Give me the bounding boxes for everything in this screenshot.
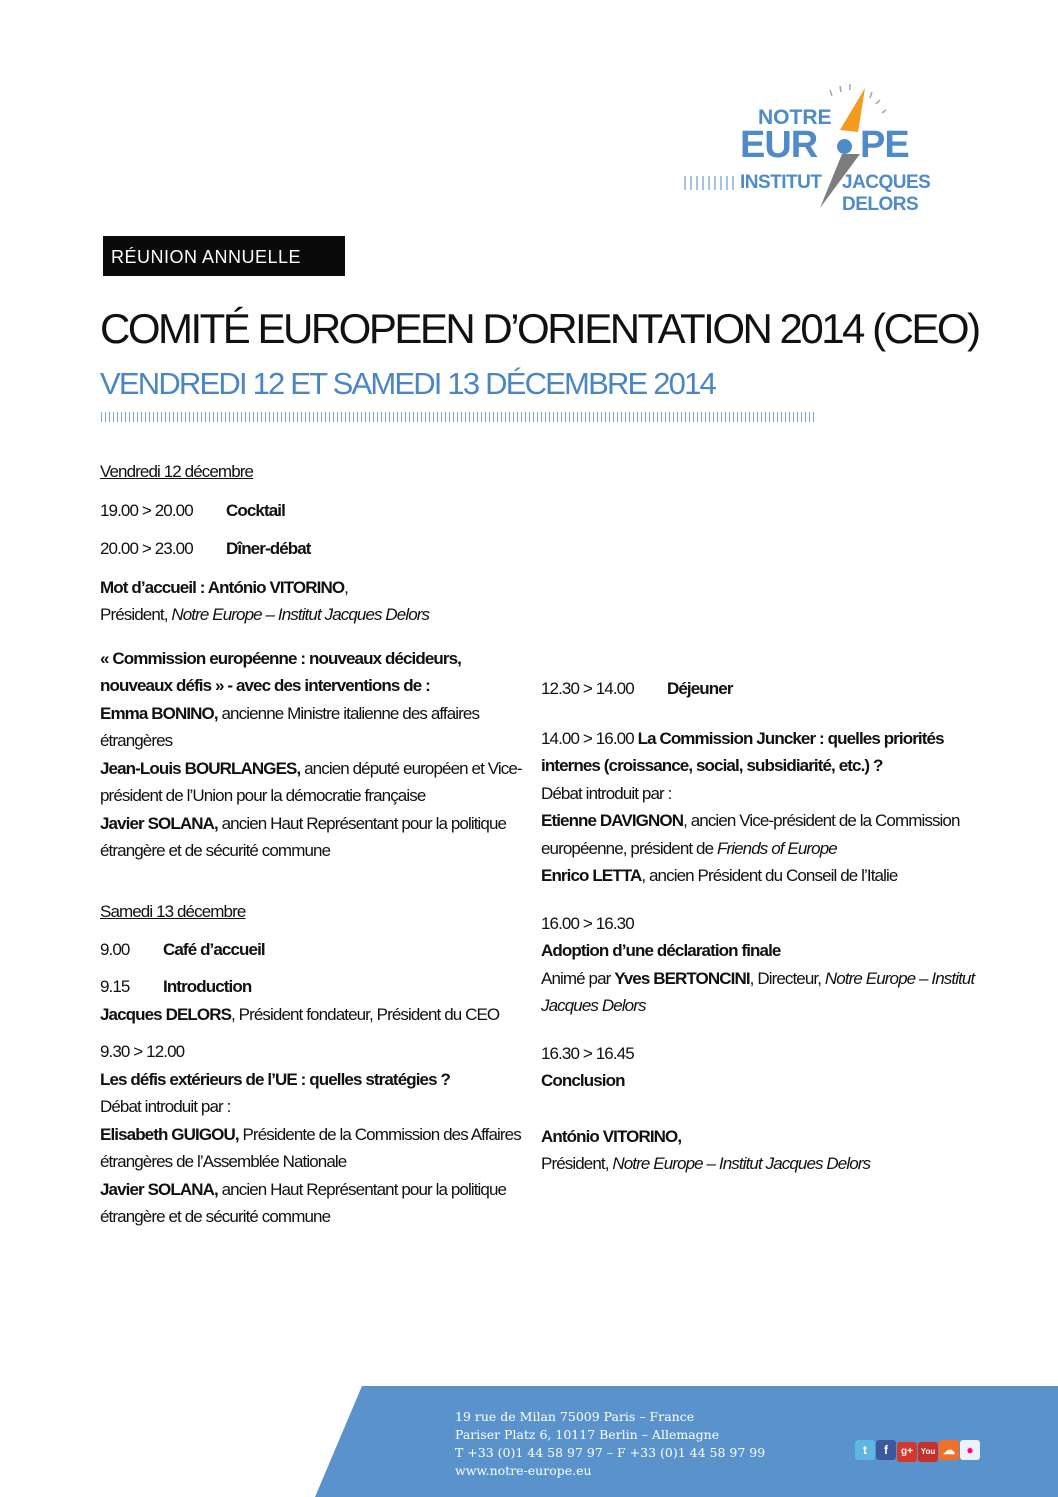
time: 20.00 > 23.00 <box>100 539 193 558</box>
label: Introduction <box>163 977 252 996</box>
speaker-role: , ancien Président du Conseil de l’Italie <box>641 866 898 885</box>
event-tag: RÉUNION ANNUELLE 2014 <box>103 236 345 276</box>
speaker-name: Etienne DAVIGNON <box>541 811 684 830</box>
speaker-role-cont: étrangère et de sécurité commune <box>100 841 331 860</box>
logo-dot <box>837 139 852 154</box>
speaker-name: Elisabeth GUIGOU, <box>100 1124 239 1144</box>
debate-title-2: nouveaux défis » - avec des interventions de : <box>100 676 430 695</box>
footer <box>0 1386 1058 1497</box>
speaker-name: Emma BONINO, <box>100 703 218 723</box>
friday-section <box>100 458 522 865</box>
logo-jacques-delors: JACQUES DELORS <box>842 172 931 215</box>
logo-pe: PE <box>860 124 909 166</box>
time: 16.00 > 16.30 <box>541 913 634 933</box>
org: Notre Europe – Institut Jacques Delors <box>612 1154 871 1173</box>
schedule-item <box>541 675 974 703</box>
speaker-role: Présidente de la Commission des Affaires <box>238 1124 521 1144</box>
label: Café d’accueil <box>163 939 265 959</box>
soundcloud-icon[interactable]: ☁ <box>939 1440 959 1460</box>
speaker-name: Enrico LETTA <box>541 866 642 885</box>
time: 12.30 > 14.00 <box>541 679 634 698</box>
speaker-role-cont: président de l’Union pour la démocratie française <box>100 786 426 805</box>
logo-eur: EUR <box>740 124 818 166</box>
debate-title: « Commission européenne : nouveaux décideurs, <box>100 648 461 668</box>
speaker-role: ancienne Ministre italienne des affaires <box>217 703 480 723</box>
session-title: Conclusion <box>541 1071 625 1090</box>
speaker-role: ancien député européen et Vice- <box>300 758 522 778</box>
google-plus-icon[interactable]: g+ <box>897 1442 917 1462</box>
website-link[interactable]: www.notre-europe.eu <box>455 1463 592 1478</box>
session-title: Les défis extérieurs de l’UE : quelles stratégies ? <box>100 1069 450 1089</box>
org: Notre Europe – Institut <box>824 968 975 988</box>
address-berlin: Pariser Platz 6, 10117 Berlin – Allemagne <box>455 1427 720 1442</box>
org: Notre Europe – Institut Jacques Delors <box>171 605 430 624</box>
org-cont: Jacques Delors <box>541 996 646 1015</box>
welcome-speaker: Mot d’accueil : António VITORINO <box>100 577 345 597</box>
speaker-role-cont: étrangère et de sécurité commune <box>100 1207 331 1226</box>
label: Déjeuner <box>667 679 733 698</box>
time: 14.00 > 16.00 <box>541 728 634 748</box>
saturday-heading: Samedi 13 décembre <box>100 902 246 921</box>
session-title-cont: internes (croissance, social, subsidiarité, etc.) ? <box>541 756 883 775</box>
time: 16.30 > 16.45 <box>541 1043 634 1063</box>
time: 9.00 <box>100 939 130 959</box>
intro: Débat introduit par : <box>541 783 672 803</box>
speaker-role: ancien Haut Représentant pour la politique <box>217 813 507 833</box>
schedule-item <box>100 973 521 1001</box>
speaker-role: , Président fondateur, Président du CEO <box>231 1004 500 1024</box>
speaker-role: Président, <box>541 1154 613 1173</box>
logo-notre: NOTRE <box>758 106 832 129</box>
footer-address <box>455 1408 765 1480</box>
time: 19.00 > 20.00 <box>100 500 193 520</box>
speaker-role-cont: étrangères de l’Assemblée Nationale <box>100 1152 347 1171</box>
time: 9.30 > 12.00 <box>100 1042 185 1061</box>
speaker-name: Jacques DELORS <box>100 1004 232 1024</box>
speaker-role-cont: européenne, président de <box>541 838 717 858</box>
intro: Débat introduit par : <box>100 1097 231 1116</box>
label: Dîner-débat <box>226 539 311 558</box>
page-title: COMITÉ EUROPEEN D’ORIENTATION 2014 (CEO) <box>100 305 979 352</box>
saturday-section <box>100 898 521 1231</box>
speaker-name: Javier SOLANA, <box>100 813 218 833</box>
time: 9.15 <box>100 977 130 996</box>
friday-heading: Vendredi 12 décembre <box>100 462 254 481</box>
session-title: La Commission Juncker : quelles priorités <box>633 728 944 748</box>
divider <box>101 412 817 422</box>
right-column <box>541 675 974 1178</box>
phone-fax: T +33 (0)1 44 58 97 97 – F +33 (0)1 44 58 97 99 <box>455 1445 766 1460</box>
speaker-role: , Directeur, <box>749 968 825 988</box>
speaker-role: ancien Haut Représentant pour la politique <box>217 1179 507 1199</box>
comma: , <box>344 577 348 597</box>
session-title: Adoption d’une déclaration finale <box>541 941 781 960</box>
flickr-icon[interactable]: ● <box>960 1440 980 1460</box>
schedule-item <box>100 535 522 563</box>
twitter-icon[interactable]: t <box>855 1440 875 1460</box>
speaker-name: Yves BERTONCINI <box>614 968 750 988</box>
speaker-role-cont: étrangères <box>100 731 173 750</box>
page-subtitle: VENDREDI 12 ET SAMEDI 13 DÉCEMBRE 2014 <box>100 366 715 401</box>
logo-institut: INSTITUT <box>740 172 822 193</box>
speaker-name: António VITORINO, <box>541 1126 682 1146</box>
address-paris: 19 rue de Milan 75009 Paris – France <box>455 1409 695 1424</box>
role: Président, <box>100 605 172 624</box>
org: Friends of Europe <box>717 838 837 858</box>
facebook-icon[interactable]: f <box>876 1440 896 1460</box>
logo <box>680 82 985 215</box>
schedule-item <box>100 497 522 525</box>
speaker-name: Javier SOLANA, <box>100 1179 218 1199</box>
social-icons <box>855 1440 981 1462</box>
schedule-item <box>100 936 521 964</box>
label: Cocktail <box>226 500 285 520</box>
youtube-icon[interactable]: You <box>918 1442 938 1462</box>
speaker-role: , ancien Vice-président de la Commission <box>683 811 960 830</box>
text: Animé par <box>541 968 615 988</box>
logo-bars <box>684 176 734 190</box>
speaker-name: Jean-Louis BOURLANGES, <box>100 758 301 778</box>
